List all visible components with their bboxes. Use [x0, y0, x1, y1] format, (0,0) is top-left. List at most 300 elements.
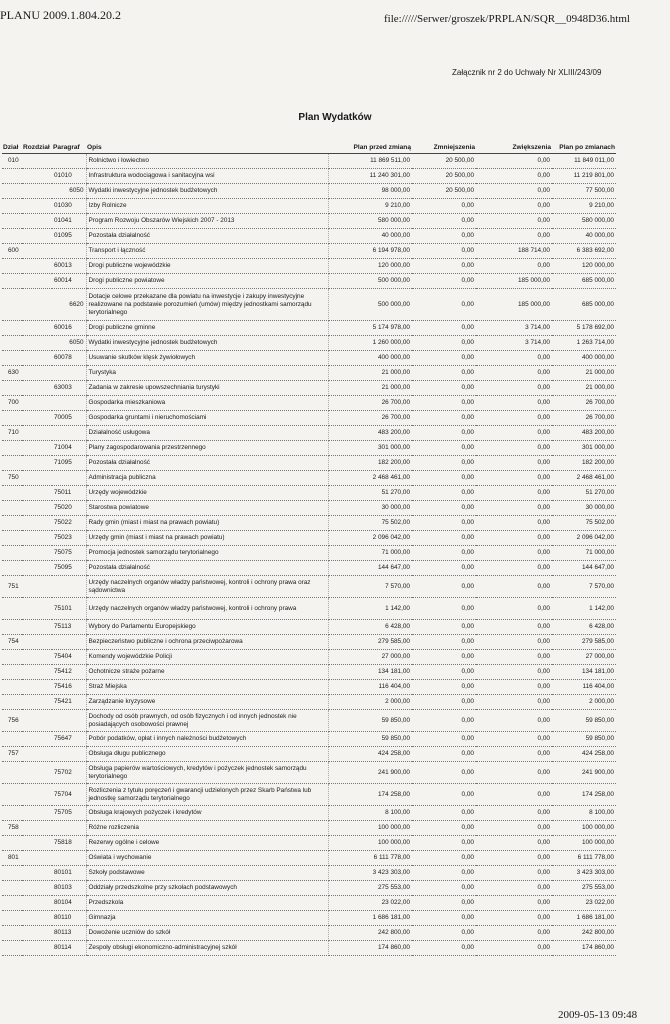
cell-zwiekszenia: 3 714,00 [476, 336, 552, 351]
cell-zmniejszenia: 0,00 [412, 214, 476, 229]
cell-dzial: 600 [2, 244, 22, 259]
cell-zmniejszenia: 0,00 [412, 411, 476, 426]
cell-plan-przed: 400 000,00 [328, 351, 412, 366]
cell-rozdzial: 75011 [22, 486, 52, 501]
cell-rozdzial: 80114 [22, 941, 52, 956]
cell-plan-po: 71 000,00 [552, 546, 616, 561]
cell-paragraf: 6620 [52, 289, 86, 321]
col-header-plan-przed: Plan przed zmianą [328, 141, 412, 154]
page-url: file://///Serwer/groszek/PRPLAN/SQR__0948D36.html [384, 13, 630, 25]
cell-zmniejszenia: 0,00 [412, 396, 476, 411]
cell-plan-po: 6 383 692,00 [552, 244, 616, 259]
cell-opis: Wybory do Parlamentu Europejskiego [86, 620, 328, 635]
cell-opis: Obsługa papierów wartościowych, kredytów i pożyczek jednostek samorządu terytorialnego [86, 762, 328, 784]
cell-zmniejszenia: 0,00 [412, 821, 476, 836]
cell-plan-przed: 144 647,00 [328, 561, 412, 576]
cell-opis: Różne rozliczenia [86, 821, 328, 836]
cell-rozdzial: 60016 [22, 321, 52, 336]
cell-plan-przed: 483 200,00 [328, 426, 412, 441]
cell-plan-przed: 26 700,00 [328, 396, 412, 411]
cell-plan-przed: 26 700,00 [328, 411, 412, 426]
cell-rozdzial [22, 635, 52, 650]
cell-plan-po: 40 000,00 [552, 229, 616, 244]
table-row [2, 941, 616, 956]
table-row [2, 851, 616, 866]
print-timestamp: 2009-05-13 09:48 [558, 1009, 638, 1021]
cell-opis: Program Rozwoju Obszarów Wiejskich 2007 - 2013 [86, 214, 328, 229]
cell-zmniejszenia: 0,00 [412, 426, 476, 441]
cell-plan-przed: 5 174 978,00 [328, 321, 412, 336]
cell-plan-przed: 75 502,00 [328, 516, 412, 531]
cell-zmniejszenia: 0,00 [412, 635, 476, 650]
cell-opis: Bezpieczeństwo publiczne i ochrona przeciwpożarowa [86, 635, 328, 650]
cell-plan-przed: 500 000,00 [328, 274, 412, 289]
cell-opis: Plany zagospodarowania przestrzennego [86, 441, 328, 456]
cell-opis: Komendy wojewódzkie Policji [86, 650, 328, 665]
table-row [2, 911, 616, 926]
cell-dzial [2, 321, 22, 336]
cell-dzial: 700 [2, 396, 22, 411]
cell-zwiekszenia: 0,00 [476, 154, 552, 169]
cell-paragraf [52, 471, 86, 486]
cell-dzial [2, 561, 22, 576]
cell-dzial [2, 866, 22, 881]
cell-zwiekszenia: 0,00 [476, 866, 552, 881]
cell-rozdzial [22, 154, 52, 169]
cell-plan-po: 11 219 801,00 [552, 169, 616, 184]
cell-zwiekszenia: 0,00 [476, 620, 552, 635]
cell-zmniejszenia: 0,00 [412, 274, 476, 289]
cell-dzial [2, 695, 22, 710]
cell-zwiekszenia: 0,00 [476, 426, 552, 441]
table-row [2, 680, 616, 695]
cell-opis: Pobór podatków, opłat i innych należności budżetowych [86, 732, 328, 747]
cell-plan-po: 580 000,00 [552, 214, 616, 229]
cell-opis: Starostwa powiatowe [86, 501, 328, 516]
cell-plan-przed: 2 000,00 [328, 695, 412, 710]
cell-rozdzial [22, 471, 52, 486]
cell-plan-po: 685 000,00 [552, 289, 616, 321]
cell-plan-przed: 1 142,00 [328, 598, 412, 620]
cell-zwiekszenia: 185 000,00 [476, 289, 552, 321]
annex-note: Załącznik nr 2 do Uchwały Nr XLIII/243/09 [452, 68, 602, 77]
cell-rozdzial: 75818 [22, 836, 52, 851]
cell-paragraf [52, 366, 86, 381]
cell-rozdzial: 75647 [22, 732, 52, 747]
cell-rozdzial [22, 747, 52, 762]
cell-zmniejszenia: 0,00 [412, 732, 476, 747]
cell-paragraf [52, 244, 86, 259]
cell-zmniejszenia: 0,00 [412, 321, 476, 336]
cell-dzial [2, 598, 22, 620]
cell-rozdzial [22, 184, 52, 199]
col-header-plan-po: Plan po zmianach [552, 141, 616, 154]
table-row [2, 598, 616, 620]
cell-opis: Gospodarka mieszkaniowa [86, 396, 328, 411]
cell-zmniejszenia: 0,00 [412, 762, 476, 784]
cell-dzial [2, 911, 22, 926]
cell-plan-po: 8 100,00 [552, 806, 616, 821]
cell-dzial [2, 411, 22, 426]
cell-plan-przed: 100 000,00 [328, 821, 412, 836]
cell-dzial [2, 531, 22, 546]
cell-paragraf [52, 851, 86, 866]
cell-zwiekszenia: 0,00 [476, 531, 552, 546]
cell-zmniejszenia: 0,00 [412, 710, 476, 732]
cell-opis: Oddziały przedszkolne przy szkołach podstawowych [86, 881, 328, 896]
cell-plan-po: 182 200,00 [552, 456, 616, 471]
cell-dzial [2, 259, 22, 274]
expenditure-table [2, 141, 616, 956]
cell-plan-po: 21 000,00 [552, 366, 616, 381]
cell-zwiekszenia: 0,00 [476, 926, 552, 941]
cell-plan-przed: 23 022,00 [328, 896, 412, 911]
cell-plan-przed: 59 850,00 [328, 710, 412, 732]
cell-opis: Zespoły obsługi ekonomiczno-administracyjnej szkół [86, 941, 328, 956]
cell-plan-po: 685 000,00 [552, 274, 616, 289]
cell-opis: Drogi publiczne wojewódzkie [86, 259, 328, 274]
cell-plan-po: 279 585,00 [552, 635, 616, 650]
cell-zmniejszenia: 0,00 [412, 896, 476, 911]
cell-zmniejszenia: 0,00 [412, 576, 476, 598]
cell-plan-po: 1 686 181,00 [552, 911, 616, 926]
cell-zwiekszenia: 0,00 [476, 576, 552, 598]
cell-dzial [2, 214, 22, 229]
table-header-row [2, 141, 616, 154]
cell-zwiekszenia: 0,00 [476, 941, 552, 956]
cell-zmniejszenia: 0,00 [412, 501, 476, 516]
cell-zwiekszenia: 0,00 [476, 486, 552, 501]
cell-zwiekszenia: 0,00 [476, 184, 552, 199]
cell-zmniejszenia: 0,00 [412, 881, 476, 896]
cell-opis: Pozostała działalność [86, 456, 328, 471]
cell-zmniejszenia: 0,00 [412, 351, 476, 366]
cell-rozdzial: 01041 [22, 214, 52, 229]
cell-opis: Infrastruktura wodociągowa i sanitacyjna wsi [86, 169, 328, 184]
col-header-rozdzial: Rozdział [22, 141, 52, 154]
cell-plan-przed: 21 000,00 [328, 381, 412, 396]
cell-plan-przed: 580 000,00 [328, 214, 412, 229]
cell-plan-po: 2 096 042,00 [552, 531, 616, 546]
cell-zmniejszenia: 0,00 [412, 650, 476, 665]
cell-zmniejszenia: 0,00 [412, 336, 476, 351]
cell-plan-przed: 242 800,00 [328, 926, 412, 941]
cell-rozdzial: 71004 [22, 441, 52, 456]
cell-plan-przed: 3 423 303,00 [328, 866, 412, 881]
cell-paragraf [52, 710, 86, 732]
cell-rozdzial: 75412 [22, 665, 52, 680]
cell-zwiekszenia: 0,00 [476, 456, 552, 471]
cell-rozdzial [22, 821, 52, 836]
table-row [2, 896, 616, 911]
cell-plan-po: 174 860,00 [552, 941, 616, 956]
table-row [2, 396, 616, 411]
cell-rozdzial [22, 336, 52, 351]
cell-plan-po: 3 423 303,00 [552, 866, 616, 881]
cell-rozdzial: 75421 [22, 695, 52, 710]
cell-plan-po: 275 553,00 [552, 881, 616, 896]
cell-dzial: 010 [2, 154, 22, 169]
cell-zwiekszenia: 0,00 [476, 441, 552, 456]
cell-plan-przed: 71 000,00 [328, 546, 412, 561]
cell-rozdzial: 75022 [22, 516, 52, 531]
cell-zmniejszenia: 0,00 [412, 289, 476, 321]
cell-dzial [2, 229, 22, 244]
cell-plan-po: 26 700,00 [552, 411, 616, 426]
cell-plan-przed: 6 111 778,00 [328, 851, 412, 866]
cell-zmniejszenia: 0,00 [412, 866, 476, 881]
table-row [2, 229, 616, 244]
cell-plan-po: 2 468 461,00 [552, 471, 616, 486]
cell-zmniejszenia: 0,00 [412, 199, 476, 214]
cell-dzial [2, 665, 22, 680]
cell-rozdzial: 75704 [22, 784, 52, 806]
table-row [2, 501, 616, 516]
table-row [2, 274, 616, 289]
cell-plan-po: 59 850,00 [552, 732, 616, 747]
cell-dzial [2, 516, 22, 531]
table-row [2, 441, 616, 456]
cell-plan-przed: 6 194 978,00 [328, 244, 412, 259]
cell-plan-przed: 98 000,00 [328, 184, 412, 199]
cell-plan-przed: 7 570,00 [328, 576, 412, 598]
table-row [2, 747, 616, 762]
cell-zwiekszenia: 0,00 [476, 784, 552, 806]
col-header-dzial: Dział [2, 141, 22, 154]
cell-opis: Oświata i wychowanie [86, 851, 328, 866]
cell-plan-po: 241 900,00 [552, 762, 616, 784]
cell-dzial [2, 732, 22, 747]
cell-plan-po: 27 000,00 [552, 650, 616, 665]
cell-zwiekszenia: 0,00 [476, 881, 552, 896]
col-header-zwiekszenia: Zwiększenia [476, 141, 552, 154]
cell-plan-przed: 182 200,00 [328, 456, 412, 471]
cell-rozdzial [22, 244, 52, 259]
cell-dzial [2, 881, 22, 896]
col-header-zmniejszenia: Zmniejszenia [412, 141, 476, 154]
cell-paragraf [52, 747, 86, 762]
cell-zwiekszenia: 188 714,00 [476, 244, 552, 259]
cell-plan-po: 26 700,00 [552, 396, 616, 411]
cell-dzial [2, 546, 22, 561]
cell-dzial [2, 784, 22, 806]
cell-plan-po: 424 258,00 [552, 747, 616, 762]
cell-plan-po: 75 502,00 [552, 516, 616, 531]
table-row [2, 169, 616, 184]
cell-zwiekszenia: 3 714,00 [476, 321, 552, 336]
cell-rozdzial: 60078 [22, 351, 52, 366]
cell-zwiekszenia: 0,00 [476, 229, 552, 244]
cell-plan-po: 6 428,00 [552, 620, 616, 635]
cell-zwiekszenia: 0,00 [476, 911, 552, 926]
table-row [2, 214, 616, 229]
cell-opis: Szkoły podstawowe [86, 866, 328, 881]
cell-plan-po: 21 000,00 [552, 381, 616, 396]
cell-plan-po: 116 404,00 [552, 680, 616, 695]
cell-rozdzial [22, 366, 52, 381]
table-row [2, 635, 616, 650]
cell-plan-po: 120 000,00 [552, 259, 616, 274]
cell-dzial: 751 [2, 576, 22, 598]
cell-opis: Gospodarka gruntami i nieruchomościami [86, 411, 328, 426]
cell-plan-przed: 21 000,00 [328, 366, 412, 381]
cell-plan-po: 9 210,00 [552, 199, 616, 214]
cell-zwiekszenia: 185 000,00 [476, 274, 552, 289]
cell-opis: Pozostała działalność [86, 229, 328, 244]
cell-plan-przed: 424 258,00 [328, 747, 412, 762]
cell-dzial [2, 650, 22, 665]
table-row [2, 561, 616, 576]
cell-zwiekszenia: 0,00 [476, 501, 552, 516]
cell-zwiekszenia: 0,00 [476, 710, 552, 732]
cell-zmniejszenia: 0,00 [412, 784, 476, 806]
table-row [2, 926, 616, 941]
cell-plan-przed: 59 850,00 [328, 732, 412, 747]
cell-dzial [2, 441, 22, 456]
cell-zmniejszenia: 0,00 [412, 516, 476, 531]
cell-plan-przed: 51 270,00 [328, 486, 412, 501]
cell-plan-przed: 11 869 511,00 [328, 154, 412, 169]
cell-dzial: 630 [2, 366, 22, 381]
cell-rozdzial: 75705 [22, 806, 52, 821]
cell-opis: Działalność usługowa [86, 426, 328, 441]
cell-zmniejszenia: 0,00 [412, 926, 476, 941]
cell-zwiekszenia: 0,00 [476, 695, 552, 710]
cell-paragraf [52, 154, 86, 169]
table-row [2, 821, 616, 836]
table-row [2, 836, 616, 851]
table-row [2, 665, 616, 680]
cell-zmniejszenia: 0,00 [412, 747, 476, 762]
cell-rozdzial: 75416 [22, 680, 52, 695]
cell-zmniejszenia: 0,00 [412, 486, 476, 501]
cell-opis: Pozostała działalność [86, 561, 328, 576]
cell-rozdzial: 80113 [22, 926, 52, 941]
cell-dzial: 801 [2, 851, 22, 866]
cell-zwiekszenia: 0,00 [476, 762, 552, 784]
cell-rozdzial [22, 851, 52, 866]
table-row [2, 244, 616, 259]
cell-opis: Turystyka [86, 366, 328, 381]
cell-dzial [2, 896, 22, 911]
cell-rozdzial: 60013 [22, 259, 52, 274]
cell-opis: Usuwanie skutków klęsk żywiołowych [86, 351, 328, 366]
cell-zmniejszenia: 0,00 [412, 441, 476, 456]
cell-plan-przed: 241 900,00 [328, 762, 412, 784]
cell-dzial: 756 [2, 710, 22, 732]
cell-plan-przed: 8 100,00 [328, 806, 412, 821]
cell-plan-przed: 2 096 042,00 [328, 531, 412, 546]
cell-paragraf: 6050 [52, 336, 86, 351]
cell-zwiekszenia: 0,00 [476, 411, 552, 426]
cell-zmniejszenia: 0,00 [412, 381, 476, 396]
cell-rozdzial [22, 710, 52, 732]
cell-zwiekszenia: 0,00 [476, 680, 552, 695]
cell-rozdzial: 63003 [22, 381, 52, 396]
cell-plan-po: 1 263 714,00 [552, 336, 616, 351]
cell-zmniejszenia: 0,00 [412, 620, 476, 635]
cell-rozdzial: 70005 [22, 411, 52, 426]
cell-zmniejszenia: 0,00 [412, 598, 476, 620]
cell-opis: Przedszkola [86, 896, 328, 911]
cell-rozdzial: 75023 [22, 531, 52, 546]
cell-dzial [2, 486, 22, 501]
table-row [2, 620, 616, 635]
browser-page-title: PLANU 2009.1.804.20.2 [0, 8, 122, 22]
cell-plan-przed: 2 468 461,00 [328, 471, 412, 486]
cell-dzial [2, 941, 22, 956]
cell-opis: Administracja publiczna [86, 471, 328, 486]
cell-zwiekszenia: 0,00 [476, 747, 552, 762]
cell-zmniejszenia: 0,00 [412, 941, 476, 956]
cell-zmniejszenia: 0,00 [412, 806, 476, 821]
cell-dzial [2, 806, 22, 821]
cell-plan-przed: 6 428,00 [328, 620, 412, 635]
cell-zmniejszenia: 0,00 [412, 546, 476, 561]
cell-plan-przed: 116 404,00 [328, 680, 412, 695]
cell-zmniejszenia: 0,00 [412, 471, 476, 486]
cell-rozdzial [22, 426, 52, 441]
cell-plan-po: 100 000,00 [552, 836, 616, 851]
cell-zwiekszenia: 0,00 [476, 199, 552, 214]
cell-dzial [2, 836, 22, 851]
cell-dzial [2, 169, 22, 184]
table-row [2, 710, 616, 732]
cell-dzial: 757 [2, 747, 22, 762]
cell-opis: Urzędy wojewódzkie [86, 486, 328, 501]
cell-opis: Wydatki inwestycyjne jednostek budżetowych [86, 184, 328, 199]
cell-plan-po: 100 000,00 [552, 821, 616, 836]
cell-zwiekszenia: 0,00 [476, 665, 552, 680]
cell-plan-przed: 120 000,00 [328, 259, 412, 274]
cell-paragraf [52, 821, 86, 836]
cell-zwiekszenia: 0,00 [476, 836, 552, 851]
cell-opis: Urzędy naczelnych organów władzy państwowej, kontroli i ochrony prawa [86, 598, 328, 620]
cell-rozdzial: 80104 [22, 896, 52, 911]
cell-paragraf [52, 635, 86, 650]
cell-plan-przed: 1 260 000,00 [328, 336, 412, 351]
cell-rozdzial: 75075 [22, 546, 52, 561]
cell-zmniejszenia: 0,00 [412, 561, 476, 576]
cell-opis: Rezerwy ogólne i celowe [86, 836, 328, 851]
cell-rozdzial: 01030 [22, 199, 52, 214]
cell-zwiekszenia: 0,00 [476, 650, 552, 665]
cell-rozdzial: 60014 [22, 274, 52, 289]
cell-opis: Rady gmin (miast i miast na prawach powiatu) [86, 516, 328, 531]
cell-dzial: 750 [2, 471, 22, 486]
table-row [2, 199, 616, 214]
table-row [2, 381, 616, 396]
cell-opis: Dowożenie uczniów do szkół [86, 926, 328, 941]
cell-plan-po: 400 000,00 [552, 351, 616, 366]
cell-opis: Izby Rolnicze [86, 199, 328, 214]
cell-rozdzial [22, 289, 52, 321]
cell-zmniejszenia: 0,00 [412, 680, 476, 695]
cell-dzial [2, 184, 22, 199]
cell-dzial [2, 336, 22, 351]
table-row [2, 881, 616, 896]
cell-opis: Wydatki inwestycyjne jednostek budżetowych [86, 336, 328, 351]
table-row [2, 184, 616, 199]
table-row [2, 456, 616, 471]
cell-rozdzial: 75020 [22, 501, 52, 516]
cell-rozdzial: 80101 [22, 866, 52, 881]
cell-plan-przed: 1 686 181,00 [328, 911, 412, 926]
cell-plan-po: 134 181,00 [552, 665, 616, 680]
cell-opis: Straż Miejska [86, 680, 328, 695]
cell-paragraf [52, 576, 86, 598]
cell-rozdzial [22, 396, 52, 411]
